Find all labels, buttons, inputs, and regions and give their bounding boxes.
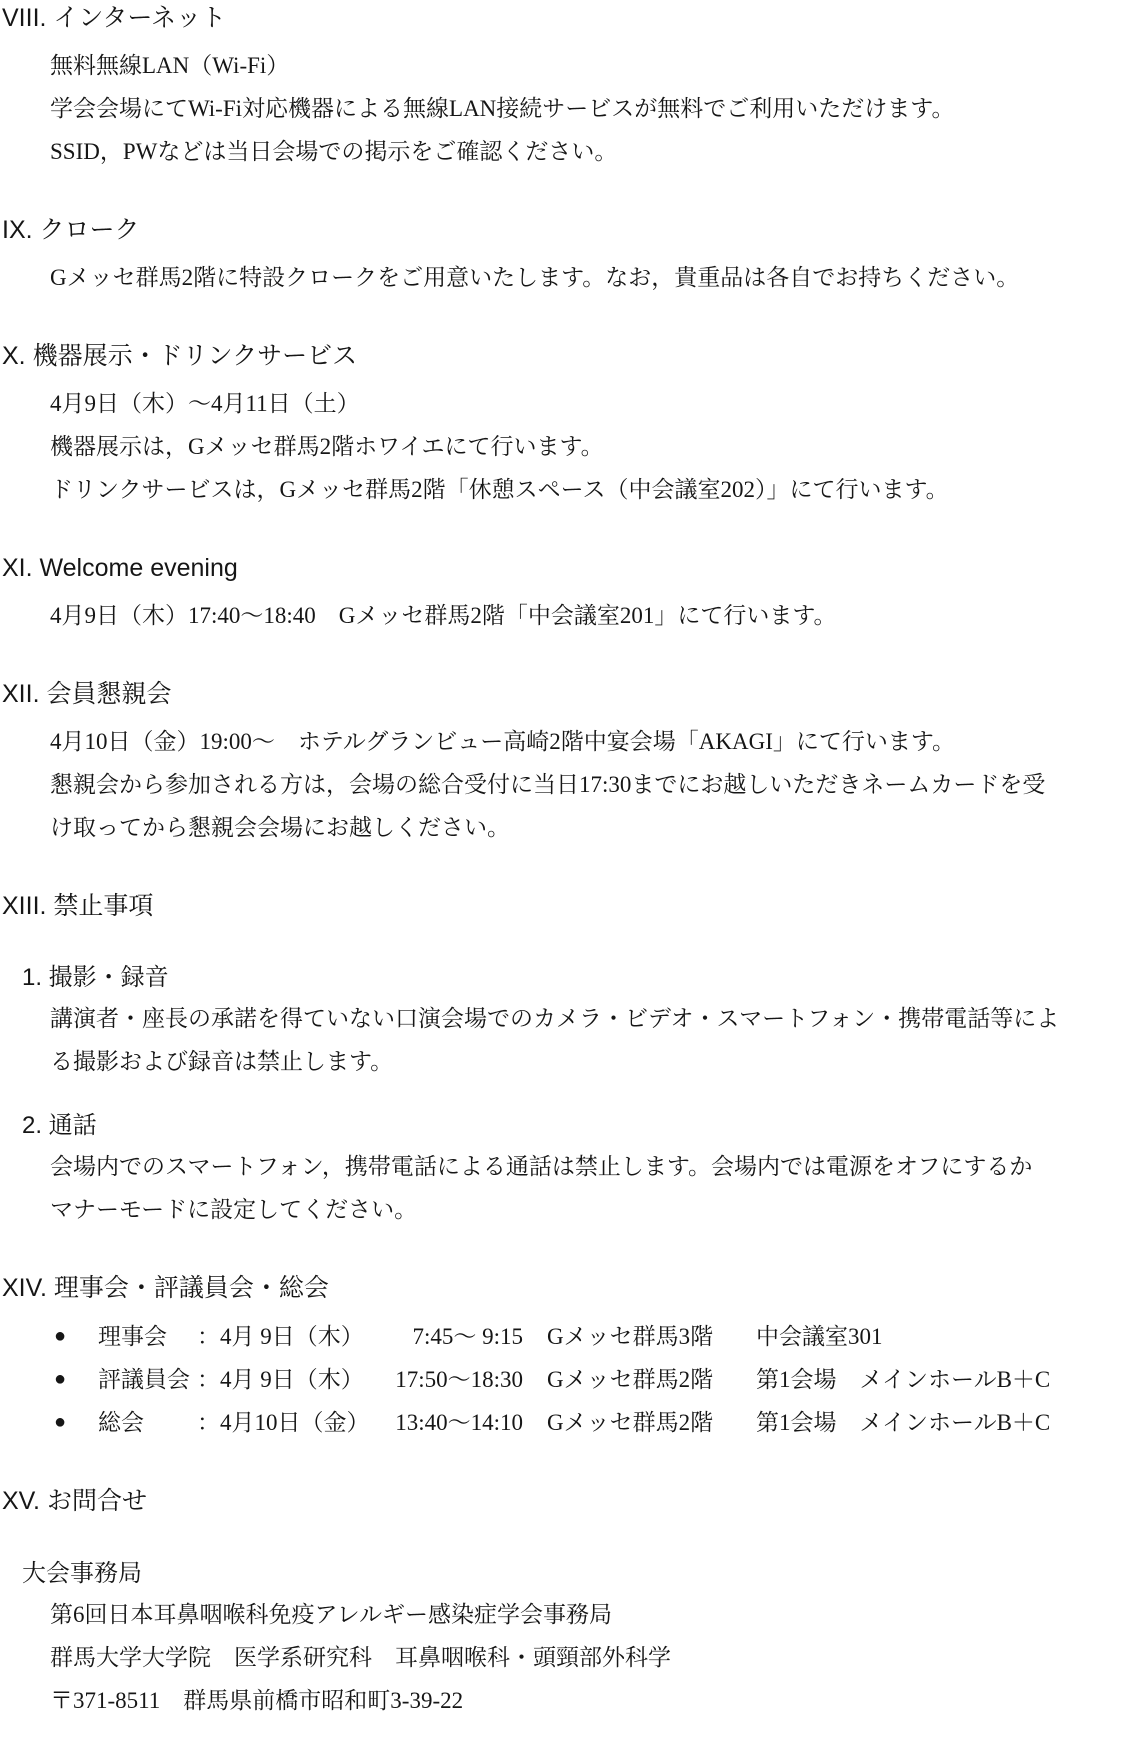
- section-exhibition-drink: [0, 340, 1144, 511]
- body-line: SSID，PWなどは当日会場での掲示をご確認ください。: [50, 139, 618, 164]
- bullet-icon: ●: [54, 1325, 67, 1347]
- body-line: 講演者・座長の承諾を得ていない口演会場でのカメラ・ビデオ・スマートフォン・携帯電話等によ: [50, 1006, 1060, 1031]
- meeting-time: 7:45～ 9:15: [412, 1324, 523, 1349]
- subsection-title: 1. 撮影・録音: [22, 964, 169, 991]
- meeting-date: ：4月 9日（木）: [197, 1324, 364, 1349]
- body-line: 〒371-8511 群馬県前橋市昭和町3-39-22: [50, 1688, 464, 1713]
- meeting-room: 中会議室301: [756, 1324, 883, 1349]
- body-line: 懇親会から参加される方は，会場の総合受付に当日17:30までにお越しいただきネームカードを受: [50, 772, 1046, 797]
- meeting-time: 13:40～14:10: [395, 1410, 523, 1435]
- section-body: [0, 382, 1144, 511]
- section-heading: XIV. 理事会・評議員会・総会: [2, 1274, 329, 1302]
- meeting-label: 総会: [98, 1410, 144, 1435]
- subsection-body: [0, 1145, 1144, 1231]
- section-internet: [0, 2, 1144, 173]
- body-line: 第6回日本耳鼻咽喉科免疫アレルギー感染症学会事務局: [50, 1602, 613, 1627]
- body-line: マナーモードに設定してください。: [50, 1197, 418, 1222]
- bullet-icon: ●: [54, 1368, 67, 1390]
- bullet-icon: ●: [54, 1411, 67, 1433]
- meeting-time: 17:50～18:30: [395, 1367, 523, 1392]
- meeting-label: 評議員会: [98, 1367, 190, 1392]
- body-line: け取ってから懇親会会場にお越しください。: [50, 815, 510, 840]
- section-contact: [0, 1485, 1144, 1722]
- body-line: 無料無線LAN（Wi-Fi）: [50, 53, 290, 78]
- body-line: 群馬大学大学院 医学系研究科 耳鼻咽喉科・頭頸部外科学: [50, 1645, 671, 1670]
- meeting-place: Gメッセ群馬2階: [547, 1367, 714, 1392]
- subsection-title: 2. 通話: [22, 1112, 97, 1139]
- body-line: 4月9日（木）17:40～18:40 Gメッセ群馬2階「中会議室201」にて行います。: [50, 603, 837, 628]
- contact-details: [0, 1593, 1144, 1722]
- section-welcome-evening: [0, 552, 1144, 637]
- meeting-label: 理事会: [98, 1324, 167, 1349]
- meeting-list: [0, 1315, 1144, 1444]
- section-heading: XIII. 禁止事項: [2, 892, 154, 920]
- body-line: ドリンクサービスは，Gメッセ群馬2階「休憩スペース（中会議室202）」にて行います。: [50, 477, 949, 502]
- section-member-party: [0, 678, 1144, 849]
- section-body: [0, 44, 1144, 173]
- section-body: [0, 594, 1144, 637]
- section-heading: IX. クローク: [2, 216, 140, 244]
- meeting-date: ：4月10日（金）: [197, 1410, 370, 1435]
- section-prohibited: [0, 890, 1144, 1231]
- section-heading: X. 機器展示・ドリンクサービス: [2, 342, 358, 370]
- section-heading: XI. Welcome evening: [2, 554, 238, 582]
- body-line: 4月10日（金）19:00～ ホテルグランビュー高崎2階中宴会場「AKAGI」にて行います。: [50, 729, 956, 754]
- body-line: 学会会場にてWi-Fi対応機器による無線LAN接続サービスが無料でご利用いただけます。: [50, 96, 955, 121]
- section-cloakroom: [0, 214, 1144, 299]
- meeting-row: [0, 1401, 1144, 1444]
- meeting-place: Gメッセ群馬2階: [547, 1410, 714, 1435]
- meeting-room: 第1会場 メインホールB＋C: [756, 1367, 1051, 1392]
- section-heading: XII. 会員懇親会: [2, 680, 172, 708]
- body-line: Gメッセ群馬2階に特設クロークをご用意いたします。なお，貴重品は各自でお持ちください。: [50, 265, 1020, 290]
- body-line: 機器展示は，Gメッセ群馬2階ホワイエにて行います。: [50, 434, 604, 459]
- meeting-place: Gメッセ群馬3階: [547, 1324, 714, 1349]
- subsection-body: [0, 997, 1144, 1083]
- section-meetings: [0, 1272, 1144, 1444]
- section-body: [0, 256, 1144, 299]
- section-heading: XV. お問合せ: [2, 1487, 147, 1515]
- body-line: る撮影および録音は禁止します。: [50, 1049, 394, 1074]
- body-line: 4月9日（木）～4月11日（土）: [50, 391, 360, 416]
- section-heading: VIII. インターネット: [2, 4, 227, 32]
- body-line: 会場内でのスマートフォン，携帯電話による通話は禁止します。会場内では電源をオフにするか: [50, 1154, 1033, 1179]
- meeting-row: [0, 1315, 1144, 1358]
- meeting-room: 第1会場 メインホールB＋C: [756, 1410, 1051, 1435]
- meeting-row: [0, 1358, 1144, 1401]
- subsection-title: 大会事務局: [22, 1560, 142, 1587]
- meeting-date: ：4月 9日（木）: [197, 1367, 364, 1392]
- section-body: [0, 720, 1144, 849]
